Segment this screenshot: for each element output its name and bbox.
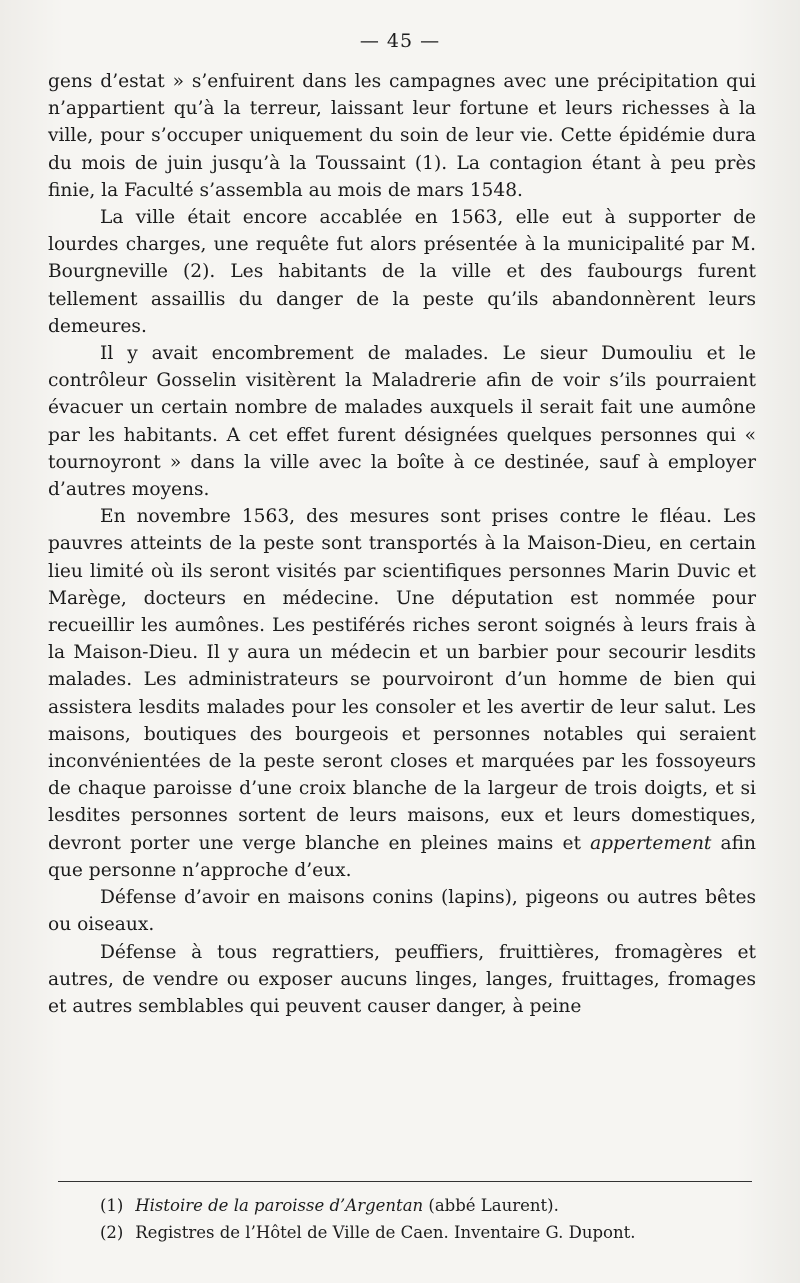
paragraph-2: La ville était encore accablée en 1563, elle eut à supporter de lourdes charges, une requête fut alors présentée à la municipalité par M. Bourgneville (2). Les habitants de la ville et des faubourgs furent tellement assaillis du danger de la peste qu’ils abandonnèrent leurs demeures. (48, 207, 756, 337)
paragraph-3: Il y avait encombrement de malades. Le sieur Dumouliu et le contrôleur Gosselin visitèrent la Maladrerie afin de voir s’ils pourraient évacuer un certain nombre de malades auxquels il serait fait une aumône par les habitants. A cet effet furent désignées quelques personnes qui « tournoyront » dans la ville avec la boîte à ce destinée, sauf à employer d’autres moyens. (48, 343, 756, 501)
paragraph-4-italic: appertement (590, 832, 712, 854)
page-number: — 45 — (359, 30, 441, 52)
footnote-2-text: Registres de l’Hôtel de Ville de Caen. Inventaire G. Dupont. (135, 1223, 636, 1242)
body-text (48, 68, 756, 1020)
paragraph-5: Défense d’avoir en maisons conins (lapins), pigeons ou autres bêtes ou oiseaux. (48, 887, 756, 936)
footnote-2-number: (2) (100, 1223, 124, 1242)
footnote-1-number: (1) (100, 1196, 124, 1215)
paragraph-4-text-a: En novembre 1563, des mesures sont prises contre le fléau. Les pauvres atteints de la peste sont transportés à la Maison-Dieu, en certain lieu limité où ils seront visités par scientifiques personnes Marin Duvic et Marège, docteurs en médecine. Une députation est nommée pour recueillir les aumônes. Les pestiférés riches seront soignés à leurs frais à la Maison-Dieu. Il y aura un médecin et un barbier pour secourir lesdits malades. Les administrateurs se pourvoiront d’un homme de bien qui assistera lesdits malades pour les consoler et les avertir de leur salut. Les maisons, boutiques des bourgeois et personnes notables qui seraient inconvénientées de la peste seront closes et marquées par les fossoyeurs de chaque paroisse d’une croix blanche de la largeur de trois doigts, et si lesdites personnes sortent de leurs maisons, eux et leurs domestiques, devront porter une verge blanche en pleines mains et (48, 506, 756, 854)
footnotes (100, 1192, 760, 1246)
footnote-1-title: Histoire de la paroisse d’Argentan (135, 1196, 424, 1215)
paragraph-4-text-b: afin que personne n’approche d’eux. (48, 832, 757, 881)
footnote-2 (100, 1219, 760, 1246)
paragraph-4 (48, 503, 756, 884)
footnote-1 (100, 1192, 760, 1219)
paragraph-6: Défense à tous regrattiers, peuffiers, fruittières, fromagères et autres, de vendre ou exposer aucuns linges, langes, fruittages, fromages et autres semblables qui peuvent causer danger, à peine (48, 941, 756, 1017)
footnote-divider (58, 1181, 752, 1182)
paragraph-1: gens d’estat » s’enfuirent dans les campagnes avec une précipitation qui n’appartient qu’à la terreur, laissant leur fortune et leurs richesses à la ville, pour s’occuper uniquement du soin de leur vie. Cette épidémie dura du mois de juin jusqu’à la Toussaint (1). La contagion étant à peu près finie, la Faculté s’assembla au mois de mars 1548. (48, 71, 756, 201)
footnote-1-text: (abbé Laurent). (423, 1196, 559, 1215)
